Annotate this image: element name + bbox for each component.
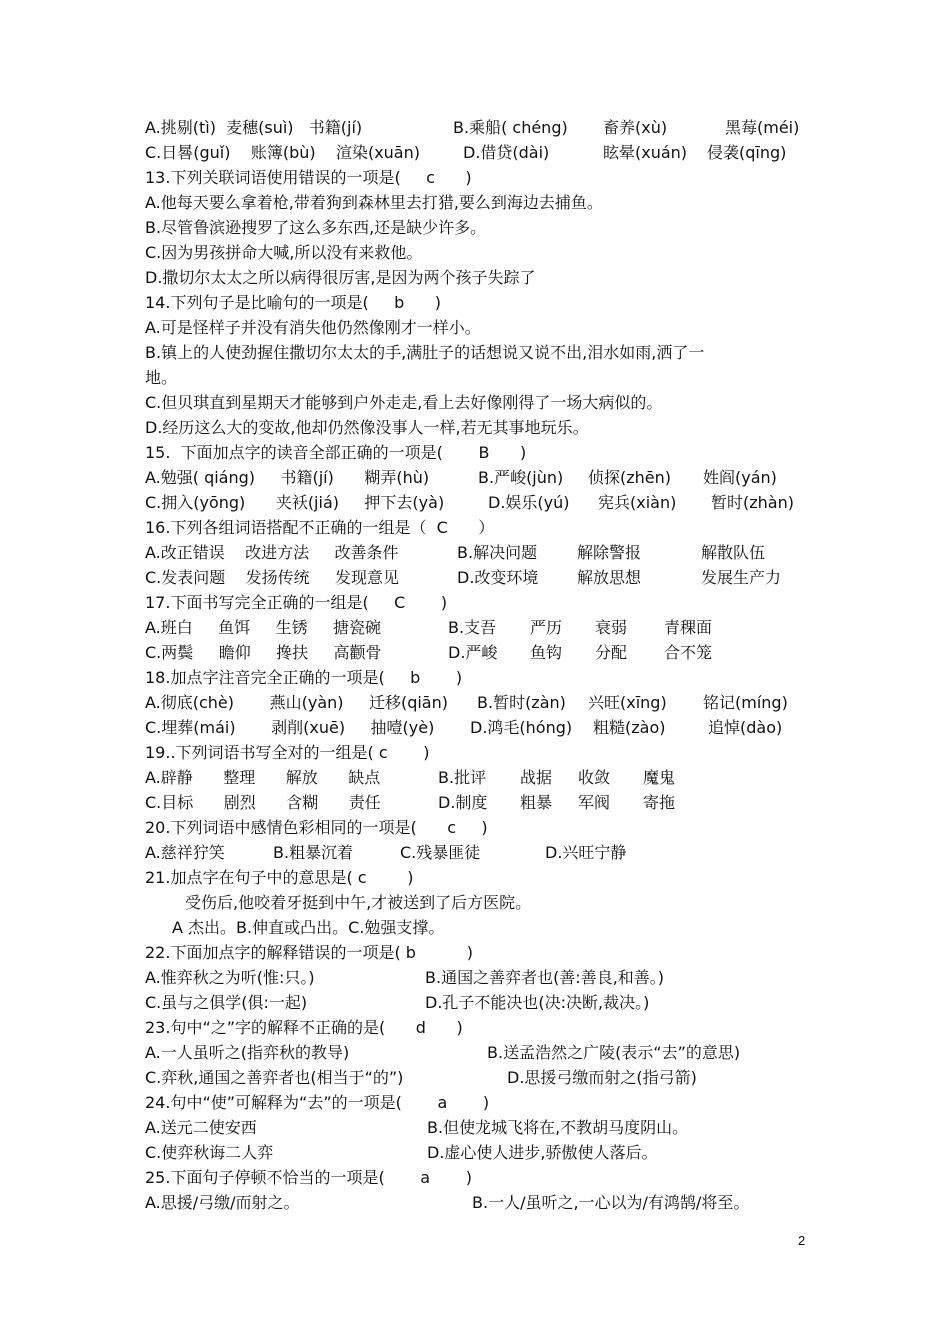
- line-segment: 合不笼: [664, 643, 713, 662]
- line-segment: A.可是怪样子并没有消失他仍然像刚才一样小。: [145, 318, 481, 337]
- line-segment: 黑莓(méi): [725, 118, 800, 137]
- line-segment: D.兴旺宁静: [545, 843, 627, 862]
- line-segment: C.日晷(guǐ) 账簿(bù) 渲染(xuān): [145, 143, 420, 162]
- line-segment: 严历: [530, 618, 563, 637]
- line-segment: 分配: [595, 643, 628, 662]
- line-segment: C.目标 剧烈 含糊 责任: [145, 793, 381, 812]
- line-segment: D.思援弓缴而射之(指弓箭): [507, 1068, 697, 1087]
- line-segment: 畜养(xù): [603, 118, 668, 137]
- line-segment: D.鸿毛(hóng): [470, 718, 573, 737]
- line-segment: A.送元二使安西: [145, 1118, 257, 1137]
- line-segment: 21.加点字在句子中的意思是( c ): [145, 868, 414, 887]
- line-segment: 暂时(zhàn): [711, 493, 794, 512]
- line-segment: B.乘船( chéng): [453, 118, 568, 137]
- line-segment: B.严峻(jùn): [478, 468, 564, 487]
- line-segment: 22.下面加点字的解释错误的一项是( b ): [145, 943, 474, 962]
- line-segment: 23.句中“之”字的解释不正确的是( d ): [145, 1018, 463, 1037]
- line-segment: A.彻底(chè) 燕山(yàn) 迁移(qiān): [145, 693, 448, 712]
- line-segment: 魔鬼: [643, 768, 676, 787]
- line-segment: C.发表问题 发扬传统 发现意见: [145, 568, 400, 587]
- line-segment: B.通国之善弈者也(善:善良,和善。): [425, 968, 665, 987]
- line-segment: D.经历这么大的变故,他却仍然像没事人一样,若无其事地玩乐。: [145, 418, 589, 437]
- line-segment: B.解决问题: [457, 543, 538, 562]
- line-segment: A 杰出。B.伸直或凸出。C.勉强支撑。: [172, 918, 445, 937]
- line-segment: B.尽管鲁滨逊搜罗了这么多东西,还是缺少许多。: [145, 218, 487, 237]
- line-segment: C.残暴匪徒: [400, 843, 481, 862]
- line-segment: 解散队伍: [701, 543, 766, 562]
- line-segment: D.撒切尔太太之所以病得很厉害,是因为两个孩子失踪了: [145, 268, 536, 287]
- line-segment: A.惟弈秋之为听(惟:只。): [145, 968, 315, 987]
- line-segment: D.娱乐(yú): [488, 493, 570, 512]
- line-segment: 追悼(dào): [708, 718, 783, 737]
- line-segment: 兴旺(xīng): [588, 693, 667, 712]
- line-segment: 19..下列词语书写全对的一组是( c ): [145, 743, 430, 762]
- line-segment: A.班白 鱼饵 生锈 搪瓷碗: [145, 618, 382, 637]
- line-segment: B.一人/虽听之,一心以为/有鸿鹄/将至。: [472, 1193, 750, 1212]
- line-segment: D.虚心使人进步,骄傲使人落后。: [427, 1143, 658, 1162]
- line-segment: 17.下面书写完全正确的一组是( C ): [145, 593, 448, 612]
- line-segment: 收敛: [578, 768, 611, 787]
- line-segment: A.挑剔(tì) 麦穗(suì) 书籍(jí): [145, 118, 363, 137]
- line-segment: 战据: [520, 768, 553, 787]
- line-segment: 侦探(zhēn): [588, 468, 672, 487]
- line-segment: 鱼钩: [530, 643, 563, 662]
- line-segment: D.改变环境: [457, 568, 539, 587]
- line-segment: 16.下列各组词语搭配不正确的一组是（ C ）: [145, 518, 495, 537]
- line-segment: 粗暴: [520, 793, 553, 812]
- line-segment: 寄拖: [643, 793, 676, 812]
- line-segment: 解放思想: [577, 568, 642, 587]
- line-segment: D.孔子不能决也(决:决断,裁决。): [425, 993, 650, 1012]
- line-segment: A.他每天要么拿着枪,带着狗到森林里去打猎,要么到海边去捕鱼。: [145, 193, 603, 212]
- line-segment: 眩晕(xuán): [603, 143, 688, 162]
- line-segment: A.改正错误 改进方法 改善条件: [145, 543, 399, 562]
- line-segment: 发展生产力: [701, 568, 782, 587]
- line-segment: 青稞面: [664, 618, 713, 637]
- line-segment: 宪兵(xiàn): [598, 493, 677, 512]
- page-number: 2: [798, 1233, 806, 1248]
- line-segment: B.粗暴沉着: [273, 843, 354, 862]
- line-segment: C.使弈秋诲二人弈: [145, 1143, 274, 1162]
- line-segment: 解除警报: [577, 543, 642, 562]
- line-segment: 姓阎(yán): [703, 468, 777, 487]
- line-segment: 15. 下面加点字的读音全部正确的一项是( B ): [145, 443, 527, 462]
- line-segment: 25.下面句子停顿不恰当的一项是( a ): [145, 1168, 472, 1187]
- line-segment: 地。: [145, 368, 178, 387]
- line-segment: C.但贝琪直到星期天才能够到户外走走,看上去好像刚得了一场大病似的。: [145, 393, 663, 412]
- line-segment: C.拥入(yōng) 夹袄(jiá) 押下去(yà): [145, 493, 445, 512]
- line-segment: B.支吾: [448, 618, 497, 637]
- line-segment: B.暂时(zàn): [477, 693, 566, 712]
- line-segment: D.严峻: [448, 643, 498, 662]
- line-segment: B.送孟浩然之广陵(表示“去”的意思): [487, 1043, 741, 1062]
- line-segment: B.批评: [438, 768, 487, 787]
- line-segment: 军阀: [578, 793, 611, 812]
- line-segment: B.但使龙城飞将在,不教胡马度阴山。: [427, 1118, 689, 1137]
- line-segment: A.勉强( qiáng) 书籍(jí) 糊弄(hù): [145, 468, 430, 487]
- line-segment: C.虽与之俱学(俱:一起): [145, 993, 308, 1012]
- line-segment: 受伤后,他咬着牙挺到中午,才被送到了后方医院。: [185, 893, 532, 912]
- line-segment: 14.下列句子是比喻句的一项是( b ): [145, 293, 442, 312]
- line-segment: C.埋葬(mái) 剥削(xuē) 抽噎(yè): [145, 718, 435, 737]
- line-segment: A.思援/弓缴/而射之。: [145, 1193, 300, 1212]
- line-segment: 铭记(míng): [703, 693, 788, 712]
- line-segment: 24.句中“使”可解释为“去”的一项是( a ): [145, 1093, 490, 1112]
- line-segment: 侵袭(qīng): [707, 143, 787, 162]
- line-segment: C.弈秋,通国之善弈者也(相当于“的”): [145, 1068, 404, 1087]
- line-segment: 20.下列词语中感情色彩相同的一项是( c ): [145, 818, 488, 837]
- line-segment: C.两鬓 瞻仰 搀扶 高颧骨: [145, 643, 382, 662]
- line-segment: A.慈祥狞笑: [145, 843, 225, 862]
- line-segment: C.因为男孩拼命大喊,所以没有来救他。: [145, 243, 423, 262]
- line-segment: 18.加点字注音完全正确的一项是( b ): [145, 668, 463, 687]
- line-segment: B.镇上的人使劲握住撒切尔太太的手,满肚子的话想说又说不出,泪水如雨,洒了一: [145, 343, 705, 362]
- line-segment: 粗糙(zào): [593, 718, 666, 737]
- line-segment: 13.下列关联词语使用错误的一项是( c ): [145, 168, 472, 187]
- line-segment: D.制度: [438, 793, 488, 812]
- line-segment: 衰弱: [595, 618, 628, 637]
- line-segment: A.辟静 整理 解放 缺点: [145, 768, 381, 787]
- line-segment: A.一人虽听之(指弈秋的教导): [145, 1043, 350, 1062]
- line-segment: D.借贷(dài): [463, 143, 550, 162]
